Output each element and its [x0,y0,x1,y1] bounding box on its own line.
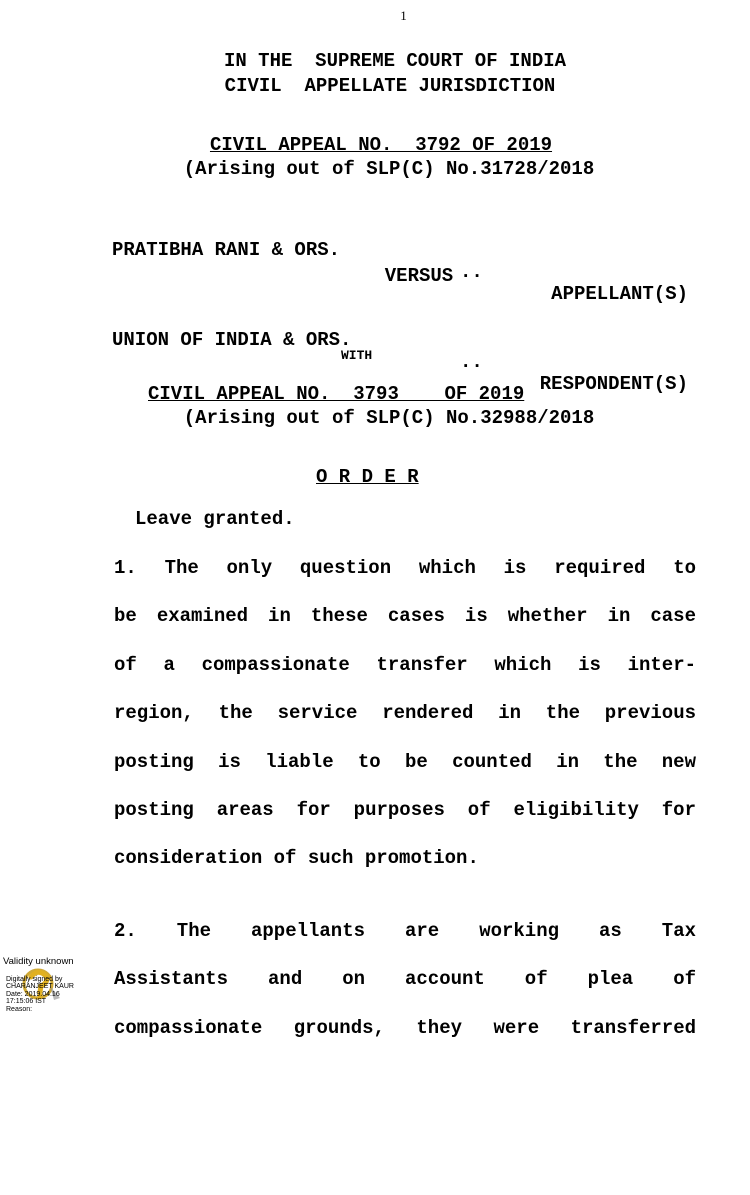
paragraph-line: region, the service rendered in the previous [114,702,696,725]
with-label: WITH [341,348,373,363]
order-heading [316,466,419,488]
versus-label: VERSUS [384,265,454,287]
paragraph-line: 2. The appellants are working as Tax [114,920,696,942]
signature-signed-by: Digitally signed by [6,976,63,983]
signature-date: Date: 2019.04.16 [6,990,60,998]
respondent-row [112,307,688,395]
signature-details [6,976,74,1013]
appellant-name: PRATIBHA RANI & ORS. [112,239,341,261]
paragraph-line: be examined in these cases is whether in case [114,605,696,628]
signature-time: 17:15:06 IST [6,998,47,1006]
paragraph-1 [114,557,696,896]
appeal-1-title-text: CIVIL APPEAL NO. 3792 OF 2019 [209,134,553,156]
appeal-2-title-text: CIVIL APPEAL NO. 3793 OF 2019 [148,383,525,405]
signature-validity-text: Validity unknown [3,956,74,967]
paragraph-line: consideration of such promotion. [114,847,479,870]
digital-signature-stamp[interactable] [2,956,82,1016]
appeal-2-title [148,383,524,405]
appellant-separator: .. [460,261,483,283]
paragraph-line: Assistants and on account of plea of [114,968,696,991]
paragraph-line: posting is liable to be counted in the new [114,750,696,773]
appellant-row [112,217,688,305]
respondent-separator: .. [460,351,483,373]
respondent-role: RESPONDENT(S) [539,373,688,395]
signature-reason: Reason: [6,1005,33,1013]
court-title: IN THE SUPREME COURT OF INDIA [223,50,567,72]
page-number: 1 [400,8,407,23]
paragraph-2 [114,920,696,1065]
appeal-2-arising: (Arising out of SLP(C) No.32988/2018 [183,407,595,429]
paragraph-line: compassionate grounds, they were transferred [114,1016,696,1039]
leave-granted: Leave granted. [135,508,295,530]
appellant-role: APPELLANT(S) [551,283,688,305]
appeal-1-arising: (Arising out of SLP(C) No.31728/2018 [183,158,595,180]
jurisdiction-title: CIVIL APPELLATE JURISDICTION [224,75,556,97]
appeal-1-title [0,134,750,156]
order-heading-text: O R D E R [316,466,419,488]
respondent-name: UNION OF INDIA & ORS. [112,329,352,351]
signature-signer: CHARANJEET KAUR [6,983,74,991]
paragraph-line: posting areas for purposes of eligibility for [114,798,696,821]
paragraph-line: of a compassionate transfer which is inter- [114,653,696,676]
paragraph-line: 1. The only question which is required to [114,557,696,579]
